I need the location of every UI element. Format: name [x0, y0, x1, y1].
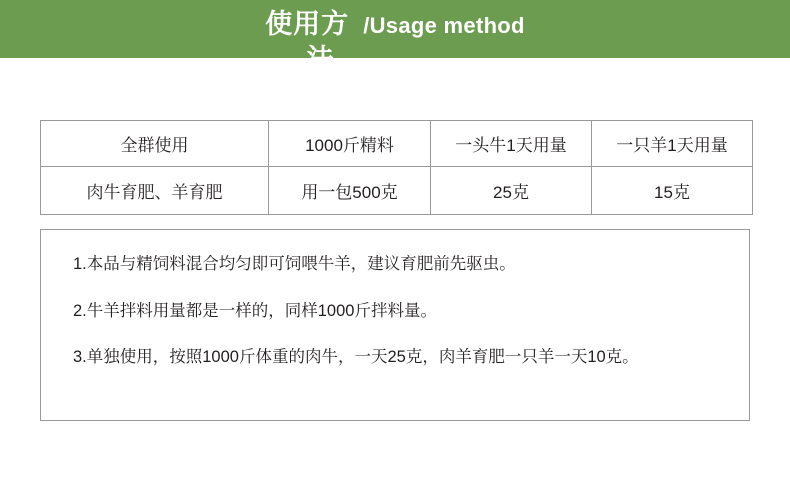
table-cell-sheep: 15克	[592, 167, 753, 215]
note-item-3: 3.单独使用，按照1000斤体重的肉牛，一天25克，肉羊育肥一只羊一天10克。	[73, 348, 639, 366]
note-item-1: 1.本品与精饲料混合均匀即可饲喂牛羊，建议育肥前先驱虫。	[73, 255, 516, 273]
table-row	[41, 167, 753, 215]
table-header-cell-sheep: 一只羊1天用量	[592, 121, 753, 167]
table-header-cell-group: 全群使用	[41, 121, 269, 167]
header-banner-text	[0, 0, 790, 76]
note-item-2: 2.牛羊拌料用量都是一样的，同样1000斤拌料量。	[73, 301, 437, 320]
table-cell-feed: 用一包500克	[269, 167, 431, 215]
usage-table	[40, 120, 753, 215]
table-cell-group: 肉牛育肥、羊育肥	[41, 167, 269, 215]
notes-box	[40, 229, 750, 421]
usage-table-wrapper	[40, 120, 752, 215]
header-title-cn: 使用方	[265, 9, 350, 39]
header-title-cn-line2: 法	[306, 43, 334, 74]
header-title-en: /Usage method	[363, 13, 525, 38]
table-cell-cattle: 25克	[431, 167, 592, 215]
table-header-row	[41, 121, 753, 167]
table-header-cell-feed: 1000斤精料	[269, 121, 431, 167]
table-header-cell-cattle: 一头牛1天用量	[431, 121, 592, 167]
header-banner	[0, 0, 790, 74]
